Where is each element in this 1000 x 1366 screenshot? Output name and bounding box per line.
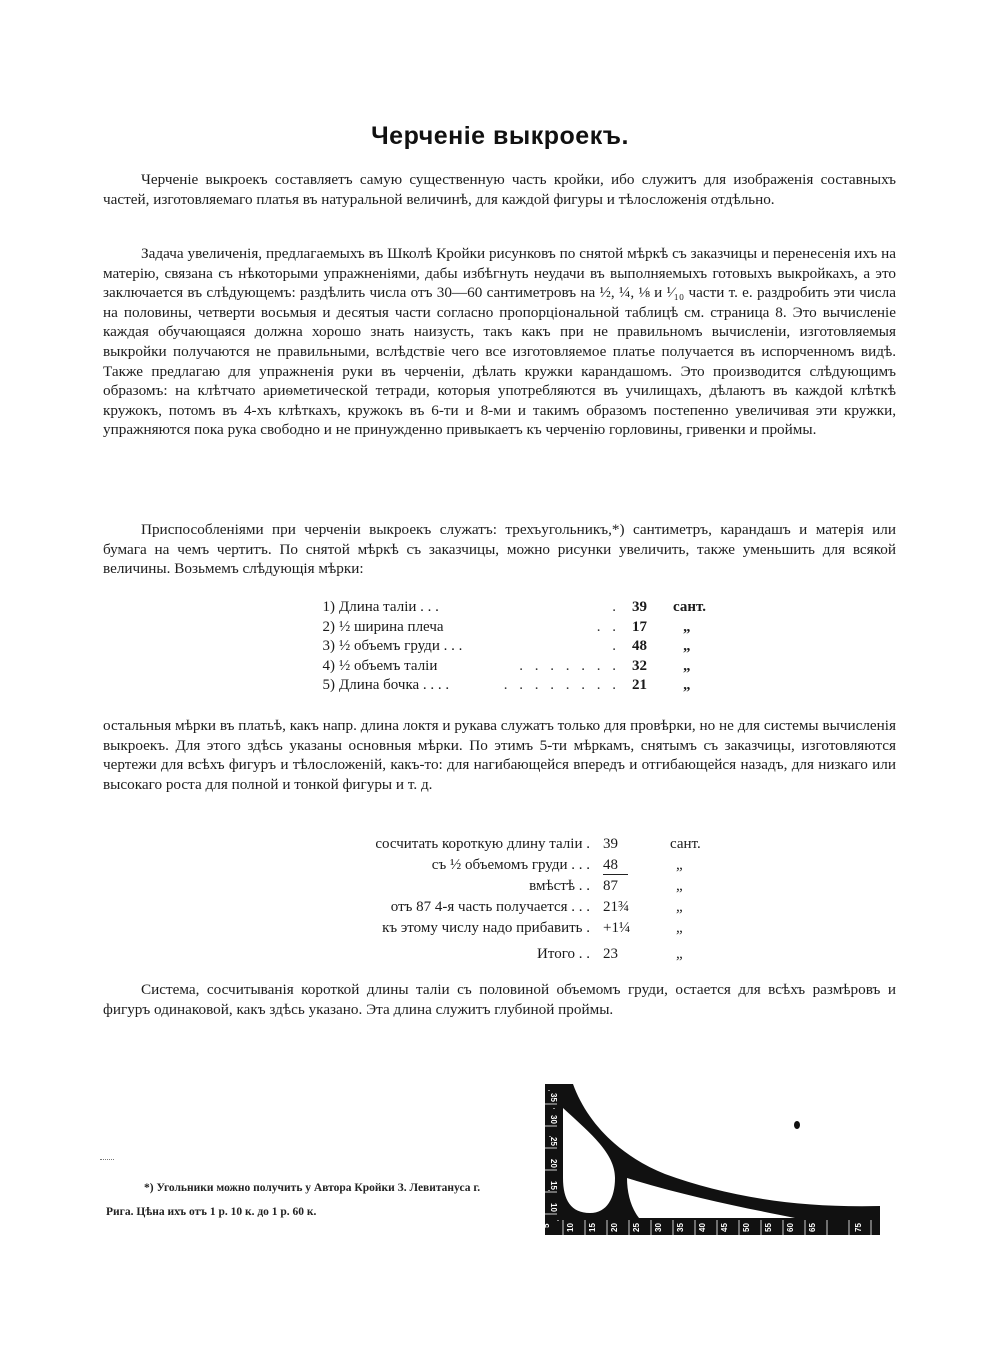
calculation-label: Итого . .: [537, 946, 590, 962]
calculation-label: вмѣстѣ . .: [529, 878, 590, 894]
svg-text:40: 40: [698, 1223, 707, 1232]
calculation-total-row: [320, 944, 720, 965]
paragraph-intro: [103, 170, 896, 209]
ink-dot: [794, 1121, 800, 1129]
calculation-label: къ этому числу надо прибавить .: [382, 920, 590, 936]
measurement-label: Длина бочка . . . .: [339, 677, 450, 693]
svg-text:25: 25: [632, 1223, 641, 1232]
svg-text:10: 10: [566, 1223, 575, 1232]
svg-text:50: 50: [742, 1223, 751, 1232]
paragraph-text: Задача увеличенія, предлагаемыхъ въ Школѣ Кройки рисунковъ по снятой мѣркѣ съ заказчицы и перенесенія ихъ на матерію, связана съ нѣкоторыми упражненіями, дабы избѣгнуть неудачи въ выполняемыхъ готовыхъ выкройкахъ, а это заключается въ слѣдующемъ: раздѣлить числа отъ 30—60 сантиметровъ на ½, ¼, ⅛ и ¹⁄₁₀ части т. е. раздробить эти числа на половины, четверти восьмыя и десятыя части согласно пропорціональной таблицѣ см. страница 8. Это вычисленіе каждая обучающаяся должна хорошо знать наизусть, такъ какъ при не правильномъ вычисленіи, изготовляемыя выкройки получаются не правильными, вслѣдствіе чего все изготовляемое платье получается въ испорченномъ видѣ. Также предлагаю для упражненія руки въ черченіи, дѣлать кружки карандашомъ. Это производится слѣдующимъ образомъ: на клѣтчато ариѳметической тетради, которыя употребляются въ училищахъ, дѣлаютъ въ каждой клѣткѣ кружокъ, потомъ въ 4-хъ клѣткахъ, кружокъ въ 6-ти и 8-ми и такимъ образомъ постепенно увеличивая эти кружки, упражняются пока рука свободно и не принужденно привыкаетъ къ черченію горловины, гривенки и проймы.: [103, 245, 896, 439]
svg-text:30: 30: [654, 1223, 663, 1232]
calculation-value: 87: [603, 878, 618, 894]
calculation-row: [320, 855, 720, 876]
measurement-label: ½ ширина плеча: [339, 618, 444, 635]
ditto-mark: „: [676, 920, 683, 936]
svg-text:15: 15: [549, 1181, 558, 1190]
measurement-label: ½ объемъ груди . . .: [339, 638, 463, 654]
paragraph-system: [103, 980, 896, 1019]
calculation-row: [320, 918, 720, 939]
calculation-value: 21¾: [603, 899, 630, 915]
svg-text:35: 35: [676, 1223, 685, 1232]
measurement-number: 5): [322, 677, 335, 693]
leader-dots: .: [612, 638, 620, 654]
svg-text:65: 65: [808, 1223, 817, 1232]
calculation-block: [320, 834, 720, 965]
footnote-divider: [100, 1159, 114, 1160]
measurement-number: 1): [322, 599, 335, 615]
svg-text:25: 25: [549, 1137, 558, 1146]
paragraph-text: остальныя мѣрки въ платьѣ, какъ напр. длина локтя и рукава служатъ только для провѣрки, но не для системы вычисленія выкроекъ. Для этого здѣсь указаны основныя мѣрки. По этимъ 5-ти мѣркамъ, снятымъ съ заказчицы, изготовляются чертежи для всѣхъ фигуръ и тѣлосложеній, какъ-то: для нагибающейся впередъ и отгибающейся назадъ, для низкаго или высокаго роста для полной и тонкой фигуры и т. д.: [103, 717, 896, 793]
paragraph-text: Система, сосчитыванія короткой длины таліи съ половиной объемомъ груди, остается для всѣхъ размѣровъ и фигуръ одинаковой, какъ здѣсь указано. Эта длина служитъ глубиной проймы.: [103, 981, 896, 1018]
ditto-mark: „: [676, 878, 683, 894]
leader-dots: . . . . . . .: [519, 657, 620, 674]
paragraph-text: Приспособленіями при черченіи выкроекъ служатъ: трехъугольникъ,*) сантиметръ, карандашъ и матерія или бумага на чемъ чертитъ. По снятой мѣркѣ съ заказчицы, можно рисунки увеличить, также уменьшить для всякой величины. Возьмемъ слѣдующія мѣрки:: [103, 521, 896, 578]
calculation-label: отъ 87 4-я часть получается . . .: [390, 899, 590, 915]
measurement-row: [305, 676, 725, 696]
measurement-number: 4): [322, 657, 335, 674]
calculation-value: +1¼: [603, 920, 631, 936]
measurement-number: 3): [322, 638, 335, 654]
triangle-ruler-illustration: [535, 1078, 895, 1238]
measurement-value: 32: [632, 657, 647, 674]
svg-text:75: 75: [854, 1223, 863, 1232]
calculation-row: [320, 834, 720, 855]
paragraph-other-measures: [103, 716, 896, 794]
measurement-row: [305, 618, 725, 638]
svg-text:35: 35: [549, 1093, 558, 1102]
measurement-value: 17: [632, 618, 647, 635]
calculation-row: [320, 876, 720, 897]
svg-text:5: 5: [542, 1223, 551, 1228]
calculation-value: 23: [603, 946, 618, 962]
calculation-unit: сант.: [670, 836, 701, 852]
measurement-unit: сант.: [673, 599, 706, 615]
ditto-mark: „: [676, 946, 683, 962]
measurement-row: [305, 637, 725, 657]
ditto-mark: „: [683, 677, 691, 693]
footnote: [106, 1176, 506, 1224]
page-title: Черченіе выкроекъ.: [371, 122, 629, 150]
calculation-value: 39: [603, 836, 618, 852]
measurement-number: 2): [322, 618, 335, 635]
calculation-value: 48: [603, 857, 628, 875]
ditto-mark: „: [683, 657, 691, 674]
svg-text:60: 60: [786, 1223, 795, 1232]
ditto-mark: „: [683, 638, 691, 654]
paragraph-tools: [103, 520, 896, 579]
svg-text:55: 55: [764, 1223, 773, 1232]
svg-text:15: 15: [588, 1223, 597, 1232]
leader-dots: .: [612, 599, 620, 615]
paragraph-text: Черченіе выкроекъ составляетъ самую существенную часть кройки, ибо служитъ для изображенія составныхъ частей, изготовляемаго платья въ натуральной величинѣ, для каждой фигуры и тѣлосложенія отдѣльно.: [103, 171, 896, 208]
calculation-value-wrap: [603, 855, 653, 876]
measurements-list: [305, 598, 725, 696]
svg-text:20: 20: [549, 1159, 558, 1168]
footnote-text: *) Угольники можно получить у Автора Кройки З. Левитануса г. Рига. Цѣна ихъ отъ 1 р. 10 к. до 1 р. 60 к.: [106, 1182, 481, 1218]
triangle-ruler-icon: [535, 1078, 895, 1238]
measurement-row: [305, 598, 725, 618]
ditto-mark: „: [676, 857, 683, 873]
calculation-label: сосчитать короткую длину таліи .: [375, 836, 590, 852]
paragraph-task: [103, 244, 896, 440]
measurement-label: ½ объемъ таліи: [339, 657, 438, 674]
svg-text:45: 45: [720, 1223, 729, 1232]
svg-text:10: 10: [549, 1203, 558, 1212]
ditto-mark: „: [676, 899, 683, 915]
measurement-row: [305, 657, 725, 677]
measurement-label: Длина таліи . . .: [339, 599, 439, 615]
leader-dots: . . . . . . . .: [503, 677, 620, 693]
calculation-row: [320, 897, 720, 918]
svg-text:20: 20: [610, 1223, 619, 1232]
measurement-value: 48: [632, 638, 647, 654]
svg-text:30: 30: [549, 1115, 558, 1124]
ditto-mark: „: [683, 618, 691, 635]
measurement-value: 21: [632, 677, 647, 693]
leader-dots: . .: [596, 618, 620, 635]
measurement-value: 39: [632, 599, 647, 615]
calculation-label: съ ½ объемомъ груди . . .: [431, 857, 590, 873]
